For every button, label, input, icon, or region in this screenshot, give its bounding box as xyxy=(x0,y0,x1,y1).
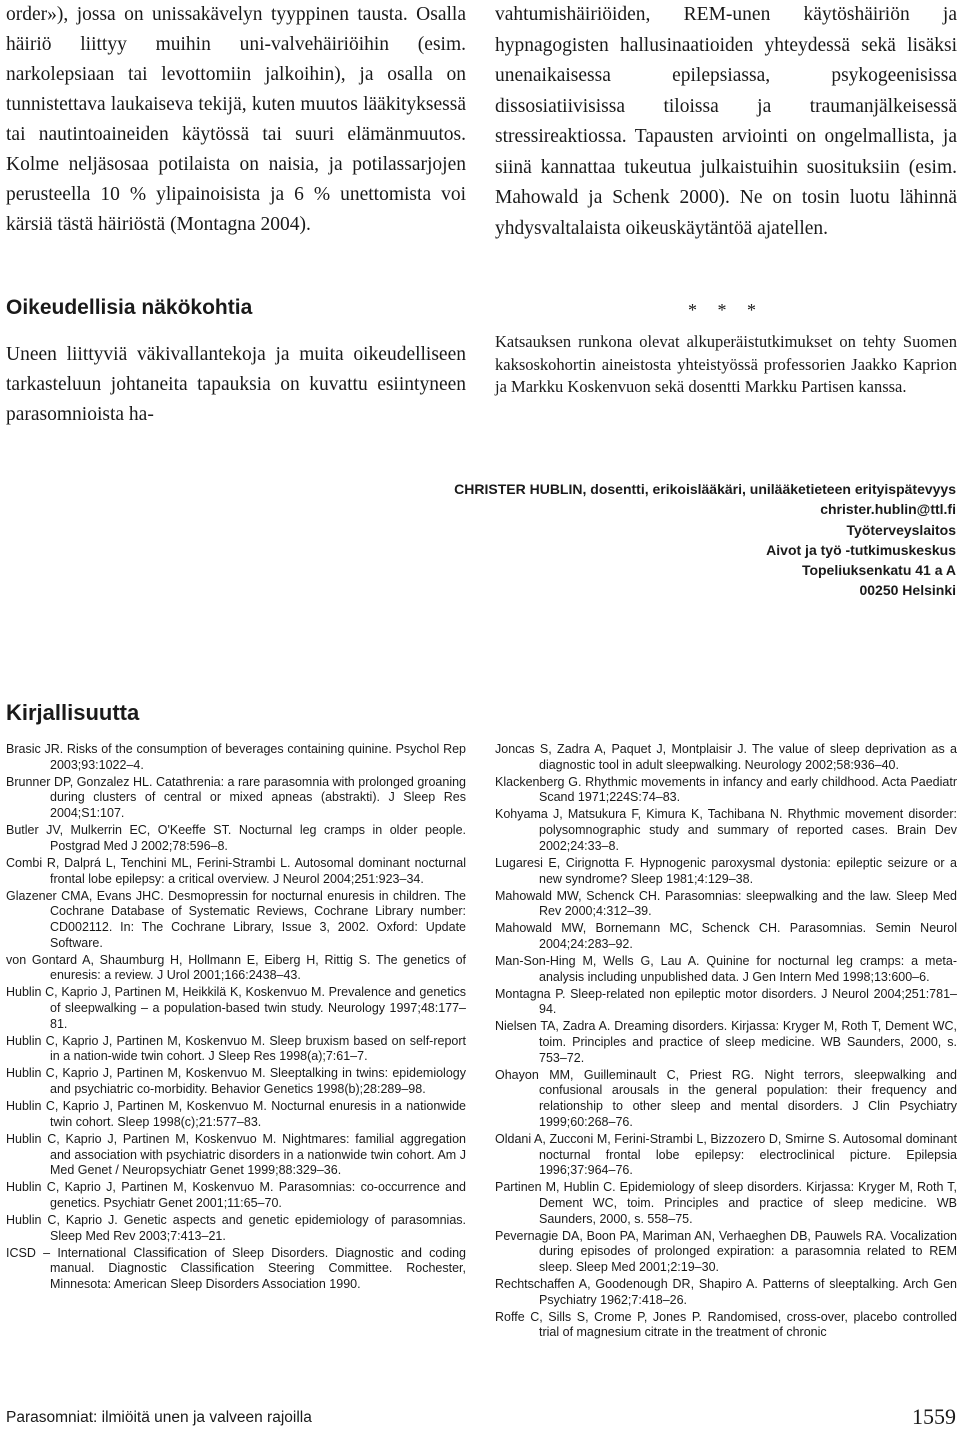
reference-item: Oldani A, Zucconi M, Ferini-Strambi L, Bizzozero D, Smirne S. Autosomal dominant nocturnal frontal lobe epilepsy: electroclinical picture. Epilepsia 1996;37:964–76. xyxy=(495,1131,957,1178)
author-email[interactable]: christer.hublin@ttl.fi xyxy=(820,501,956,518)
reference-item: Hublin C, Kaprio J, Partinen M, Koskenvuo M. Sleeptalking in twins: epidemiology and psychiatric co-morbidity. Behavior Genetics 1998(b);28:289–98. xyxy=(6,1066,466,1097)
reference-item: von Gontard A, Shaumburg H, Hollmann E, Eiberg H, Rittig S. The genetics of enuresis: a review. J Urol 2001;166:2438–43. xyxy=(6,952,466,983)
reference-item: Klackenberg G. Rhythmic movements in infancy and early childhood. Acta Paediatr Scand 1971;224S:74–83. xyxy=(495,774,957,805)
reference-item: Rechtschaffen A, Goodenough DR, Shapiro A. Patterns of sleeptalking. Arch Gen Psychiatry 1962;7:418–26. xyxy=(495,1277,957,1307)
reference-item: Nielsen TA, Zadra A. Dreaming disorders. Kirjassa: Kryger M, Roth T, Dement WC, toim. Principles and practice of sleep medicine. WB Saunders, 2000, s. 753–72. xyxy=(495,1019,957,1065)
reference-item: Hublin C, Kaprio J, Partinen M, Koskenvuo M. Parasomnias: co-occurrence and genetics. Psychiatr Genet 2001;11:65–70. xyxy=(6,1180,466,1210)
section-separator: * * * xyxy=(688,300,764,320)
reference-item: Joncas S, Zadra A, Paquet J, Montplaisir J. The value of sleep deprivation as a diagnostic tool in adult sleepwalking. Neurology 2002;58:936–40. xyxy=(495,742,957,772)
intro-paragraph-right: vahtumishäiriöiden, REM-unen käytöshäiriön ja hypnagogisten hallusinaatioiden yhteydessä sekä lisäksi unenaikaisessa epilepsiassa, psykogeenisissa dissosiatiivisissa tiloissa ja traumanjälkeisessä stressireaktiossa. Tapausten arviointi on ongelmallista, ja siinä kannattaa tukeutua julkaistuihin suosituksiin (esim. Mahowald ja Schenk 2000). Ne on tosin luotu lähinnä yhdysvaltalaista oikeuskäytäntöä ajatellen. xyxy=(495,4,957,239)
running-footer-title: Parasomniat: ilmiöitä unen ja valveen rajoilla xyxy=(6,1409,312,1426)
author-name: CHRISTER HUBLIN, dosentti, erikoislääkäri, unilääketieteen erityispätevyys xyxy=(454,481,956,497)
page-number: 1559 xyxy=(912,1404,956,1429)
reference-item: Hublin C, Kaprio J, Partinen M, Koskenvuo M. Sleep bruxism based on self-report in a nation-wide twin cohort. J Sleep Res 1998(a);7:61–7. xyxy=(6,1033,466,1064)
reference-item: Ohayon MM, Guilleminault C, Priest RG. Night terrors, sleepwalking and confusional arousals in the general population: their frequency and relationship to other sleep and mental disorders. J Clin Psychiatry 1999;60:268–76. xyxy=(495,1067,957,1129)
reference-item: Brasic JR. Risks of the consumption of beverages containing quinine. Psychol Rep 2003;93:1022–4. xyxy=(6,742,466,772)
acknowledgement-note: Katsauksen runkona olevat alkuperäistutkimukset on tehty Suomen kaksoskohortin aineistosta yhteistyössä professorien Jaakko Kaprion ja Markku Koskenvuon sekä dosentti Markku Partisen kanssa. xyxy=(495,332,957,396)
reference-item: Mahowald MW, Bornemann MC, Schenck CH. Parasomnias. Semin Neurol 2004;24:283–92. xyxy=(495,921,957,951)
reference-item: Brunner DP, Gonzalez HL. Catathrenia: a rare parasomnia with prolonged groaning during clusters of central or mixed apneas (abstrakti). J Sleep Res 2004;S1:107. xyxy=(6,774,466,821)
reference-item: Partinen M, Hublin C. Epidemiology of sleep disorders. Kirjassa: Kryger M, Roth T, Dement WC, toim. Principles and practice of sleep medicine. WB Saunders, 2000, s. 558–75. xyxy=(495,1180,957,1226)
author-department: Aivot ja työ -tutkimuskeskus xyxy=(766,541,956,558)
reference-item: Lugaresi E, Cirignotta F. Hypnogenic paroxysmal dystonia: epileptic seizure or a new syndrome? Sleep 1981;4:129–38. xyxy=(495,855,957,886)
reference-item: Mahowald MW, Schenck CH. Parasomnias: sleepwalking and the law. Sleep Med Rev 2000;4:312–39. xyxy=(495,888,957,919)
reference-item: Combi R, Dalprá L, Tenchini ML, Ferini-Strambi L. Autosomal dominant nocturnal frontal lobe epilepsy: a critical overview. J Neurol 2004;251:923–34. xyxy=(6,855,466,886)
reference-item: Hublin C, Kaprio J, Partinen M, Koskenvuo M. Nightmares: familial aggregation and association with psychiatric disorders in a nationwide twin cohort. Am J Med Genet / Neuropsychiatr Genet 1999;88:329–36. xyxy=(6,1131,466,1178)
author-organization: Työterveyslaitos xyxy=(846,521,956,538)
reference-item: Hublin C, Kaprio J, Partinen M, Heikkilä K, Koskenvuo M. Prevalence and genetics of sleepwalking – a population-based twin study. Neurology 1997;48:177–81. xyxy=(6,985,466,1031)
author-block xyxy=(454,479,956,601)
author-city: 00250 Helsinki xyxy=(859,582,956,599)
reference-item: Glazener CMA, Evans JHC. Desmopressin for nocturnal enuresis in children. The Cochrane Database of Systematic Reviews, Cochrane Library number: CD002112. In: The Cochrane Library, Issue 3, 2002. Oxford: Update Software. xyxy=(6,888,466,950)
reference-item: Hublin C, Kaprio J, Partinen M, Koskenvuo M. Nocturnal enuresis in a nationwide twin cohort. Sleep 1998(c);21:577–83. xyxy=(6,1099,466,1129)
reference-item: ICSD – International Classification of Sleep Disorders. Diagnostic and coding manual. Diagnostic Classification Steering Committee. Rochester, Minnesota: American Sleep Disorders Association 1990. xyxy=(6,1245,466,1292)
references-heading: Kirjallisuutta xyxy=(6,700,140,725)
reference-item: Hublin C, Kaprio J. Genetic aspects and genetic epidemiology of parasomnias. Sleep Med Rev 2003;7:413–21. xyxy=(6,1212,466,1243)
references-list-left xyxy=(6,742,466,1294)
reference-item: Montagna P. Sleep-related non epileptic motor disorders. J Neurol 2004;251:781–94. xyxy=(495,986,957,1017)
reference-item: Roffe C, Sills S, Crome P, Jones P. Randomised, cross-over, placebo controlled trial of magnesium citrate in the treatment of chronic xyxy=(495,1309,957,1340)
references-list-right xyxy=(495,742,957,1342)
section-heading-legal: Oikeudellisia näkökohtia xyxy=(6,296,253,319)
reference-item: Pevernagie DA, Boon PA, Mariman AN, Verhaeghen DB, Pauwels RA. Vocalization during episodes of prolonged expiration: a parasomnia related to REM sleep. Sleep Med 2001;2:19–30. xyxy=(495,1228,957,1275)
legal-paragraph: Uneen liittyviä väkivallantekoja ja muita oikeudelliseen tarkasteluun johtaneita tapauksia on kuvattu esiintyneen parasomnioista ha- xyxy=(6,344,466,425)
reference-item: Kohyama J, Matsukura F, Kimura K, Tachibana N. Rhythmic movement disorder: polysomnographic study and summary of reported cases. Brain Dev 2002;24:33–8. xyxy=(495,807,957,853)
reference-item: Butler JV, Mulkerrin EC, O'Keeffe ST. Nocturnal leg cramps in older people. Postgrad Med J 2002;78:596–8. xyxy=(6,823,466,853)
author-street: Topeliuksenkatu 41 a A xyxy=(801,562,956,579)
reference-item: Man-Son-Hing M, Wells G, Lau A. Quinine for nocturnal leg cramps: a meta-analysis including unpublished data. J Gen Intern Med 1998;13:600–6. xyxy=(495,953,957,984)
intro-paragraph-left: order»), jossa on unissakävelyn tyyppinen tausta. Osalla häiriö liittyy muihin uni-valvehäiriöihin (esim. narkolepsiaan tai levottomiin jalkoihin), ja osalla on tunnistettava laukaiseva tekijä, kuten muutos lääkityksessä tai nautintoaineiden käytössä tai suuri elämänmuutos. Kolme neljäsosaa potilaista on naisia, ja potilassarjojen perusteella 10 % ylipainoisista ja 6 % unettomista voi kärsiä tästä häiriöstä (Montagna 2004). xyxy=(6,4,466,235)
